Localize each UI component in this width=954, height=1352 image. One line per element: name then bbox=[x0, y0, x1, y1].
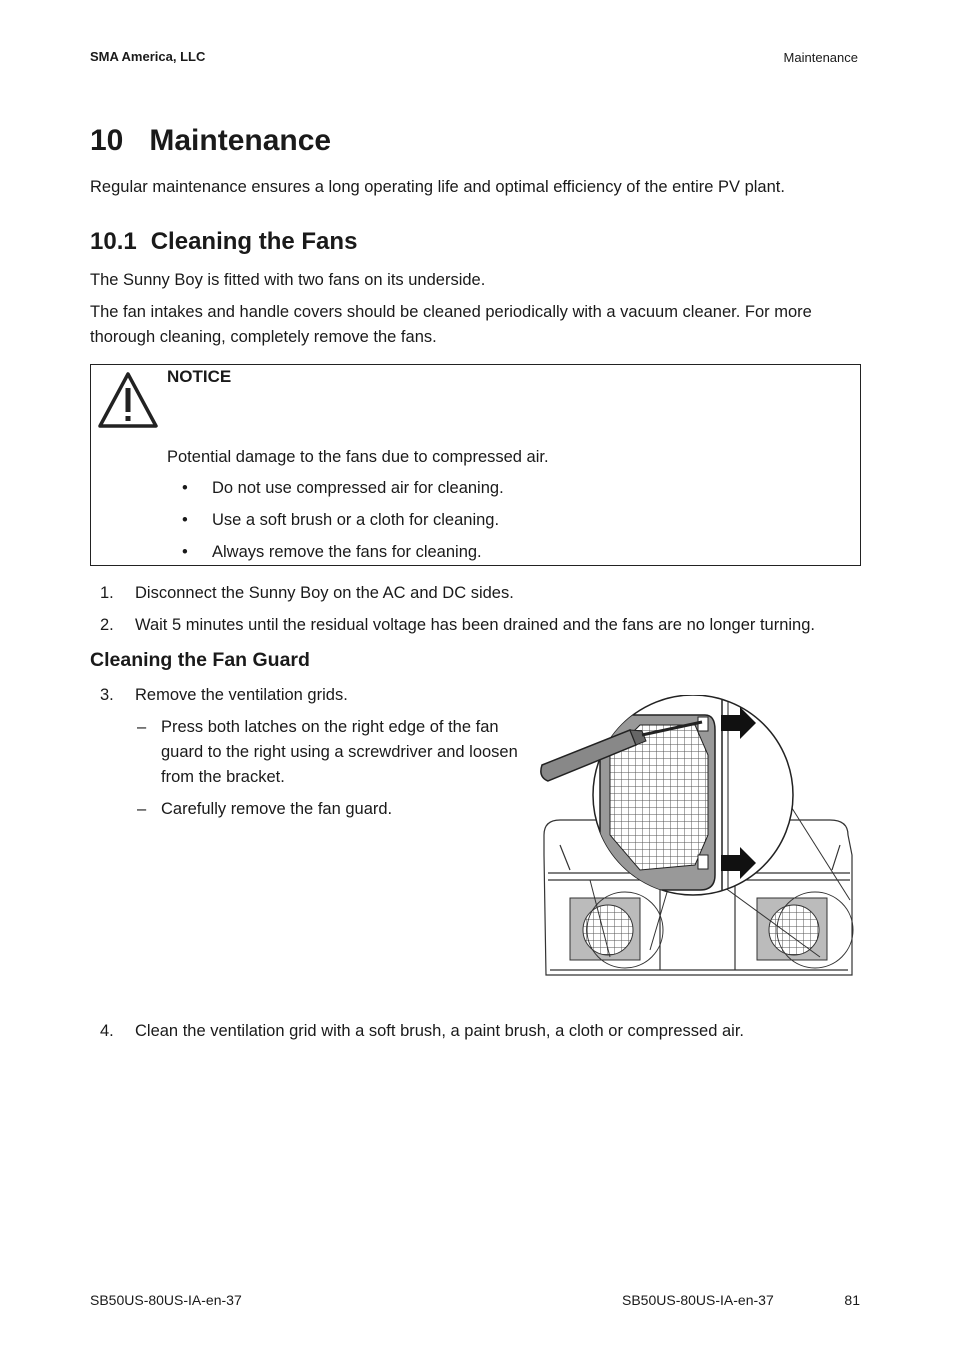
bullet-dot: • bbox=[182, 543, 188, 561]
page-number: 81 bbox=[844, 1292, 860, 1308]
step-1 bbox=[100, 581, 514, 606]
section-para-1: The Sunny Boy is fitted with two fans on its underside. bbox=[90, 271, 486, 289]
step-text: Remove the ventilation grids. bbox=[135, 686, 348, 704]
section-title: Cleaning the Fans bbox=[150, 228, 358, 255]
step-number: 4. bbox=[100, 1022, 114, 1040]
substep-dash: – bbox=[137, 800, 147, 818]
notice-text: Potential damage to the fans due to compressed air. bbox=[167, 448, 549, 466]
fan-guard-removal-illustration bbox=[530, 695, 858, 980]
step-text: Wait 5 minutes until the residual voltage has been drained and the fans are no longer turning. bbox=[135, 616, 815, 634]
notice-bullet bbox=[182, 508, 499, 533]
chapter-title: Maintenance bbox=[149, 124, 332, 157]
notice-bullet-text: Do not use compressed air for cleaning. bbox=[212, 479, 504, 497]
chapter-number: 10 bbox=[90, 124, 124, 157]
substep-text: Press both latches on the right edge of the fan guard to the right using a screwdriver and loosen from the bracket. bbox=[161, 718, 518, 786]
substep-dash: – bbox=[137, 718, 147, 736]
chapter-heading bbox=[90, 124, 331, 158]
footer-doc-id-right: SB50US-80US-IA-en-37 bbox=[622, 1292, 774, 1308]
chapter-intro: Regular maintenance ensures a long operating life and optimal efficiency of the entire PV plant. bbox=[90, 178, 785, 196]
bullet-dot: • bbox=[182, 511, 188, 529]
step-4 bbox=[100, 1019, 744, 1044]
section-number: 10.1 bbox=[90, 228, 137, 255]
step-number: 1. bbox=[100, 584, 114, 602]
substep-text: Carefully remove the fan guard. bbox=[161, 800, 393, 818]
substep-2 bbox=[137, 797, 521, 822]
section-para-2-line-2: thorough cleaning, completely remove the fans. bbox=[90, 328, 437, 346]
header-company: SMA America, LLC bbox=[90, 49, 206, 64]
notice-title: NOTICE bbox=[167, 367, 232, 386]
warning-triangle-icon bbox=[96, 370, 160, 430]
bullet-dot: • bbox=[182, 479, 188, 497]
step-number: 3. bbox=[100, 686, 114, 704]
notice-bullet bbox=[182, 476, 504, 501]
step-2 bbox=[100, 613, 815, 638]
notice-bullet bbox=[182, 540, 482, 565]
subsection-title: Cleaning the Fan Guard bbox=[90, 649, 310, 671]
notice-bullet-text: Always remove the fans for cleaning. bbox=[212, 543, 482, 561]
step-number: 2. bbox=[100, 616, 114, 634]
section-para-2-line-1: The fan intakes and handle covers should be cleaned periodically with a vacuum cleaner. For more bbox=[90, 303, 812, 321]
substep-1 bbox=[137, 715, 521, 790]
step-text: Clean the ventilation grid with a soft brush, a paint brush, a cloth or compressed air. bbox=[135, 1022, 744, 1040]
step-3 bbox=[100, 683, 348, 708]
step-text: Disconnect the Sunny Boy on the AC and DC sides. bbox=[135, 584, 514, 602]
footer-doc-id-left: SB50US-80US-IA-en-37 bbox=[90, 1292, 242, 1308]
section-heading bbox=[90, 228, 357, 256]
header-section: Maintenance bbox=[783, 50, 858, 65]
notice-bullet-text: Use a soft brush or a cloth for cleaning. bbox=[212, 511, 500, 529]
